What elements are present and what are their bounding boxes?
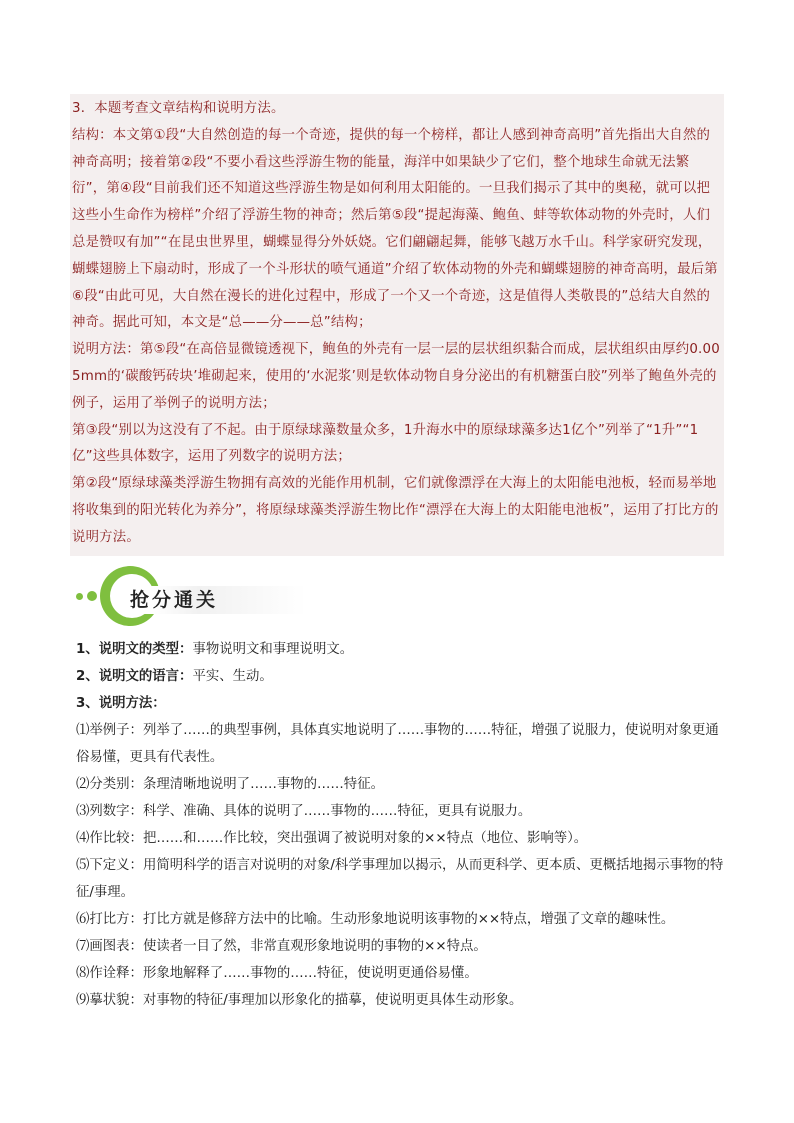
method-item: ⑼摹状貌：对事物的特征/事理加以形象化的描摹，使说明更具体生动形象。 [76,993,523,1008]
knowledge-item-methods: 3、说明方法： [76,696,166,711]
banner-dot-icon [87,591,97,601]
knowledge-item-type: 1、说明文的类型：事物说明文和事理说明文。 [76,642,354,657]
knowledge-section [76,636,726,1014]
knowledge-item-language: 2、说明文的语言：平实、生动。 [76,669,273,684]
method-item: ⑴举例子：列举了……的典型事例，具体真实地说明了……事物的……特征，增强了说服力，使说明对象更通俗易懂，更具有代表性。 [76,723,719,765]
method-paragraph-2: 第③段“别以为这没有了不起。由于原绿球藻数量众多，1升海水中的原绿球藻多达1亿个”列举了“1升”“1亿”这些具体数字，运用了列数字的说明方法； [72,422,699,465]
method-item: ⑺画图表：使读者一目了然，非常直观形象地说明的事物的××特点。 [76,939,487,954]
method-paragraph-1: 说明方法：第⑤段“在高倍显微镜透视下，鲍鱼的外壳有一层一层的层状组织黏合而成，层状组织由厚约0.005mm的‘碳酸钙砖块’堆砌起来，使用的‘水泥浆’则是软体动物自身分泌出的有机糖蛋白胶”列举了鲍鱼外壳的例子，运用了举例子的说明方法； [72,342,720,411]
method-item: ⑸下定义：用简明科学的语言对说明的对象/科学事理加以揭示，从而更科学、更本质、更概括地揭示事物的特征/事理。 [76,858,724,900]
structure-paragraph: 结构：本文第①段“大自然创造的每一个奇迹，提供的每一个榜样，都让人感到神奇高明”首先指出大自然的神奇高明；接着第②段“不要小看这些浮游生物的能量，海洋中如果缺少了它们，整个地球生命就无法繁衍”，第④段“目前我们还不知道这些浮游生物是如何利用太阳能的。一旦我们揭示了其中的奥秘，就可以把这些小生命作为榜样”介绍了浮游生物的神奇；然后第⑤段“提起海藻、鲍鱼、蚌等软体动物的外壳时，人们总是赞叹有加”“在昆虫世界里，蝴蝶显得分外妖娆。它们翩翩起舞，能够飞越万水千山。科学家研究发现，蝴蝶翅膀上下扇动时，形成了一个斗形状的喷气通道”介绍了软体动物的外壳和蝴蝶翅膀的神奇高明，最后第⑥段“由此可见，大自然在漫长的进化过程中，形成了一个又一个奇迹，这是值得人类敬畏的”总结大自然的神奇。据此可知，本文是“总——分——总”结构； [72,127,718,331]
answer-heading: 3．本题考查文章结构和说明方法。 [72,101,285,116]
method-item: ⑶列数字：科学、准确、具体的说明了……事物的……特征，更具有说服力。 [76,804,532,819]
banner-dot-icon [76,593,83,600]
answer-explanation-box [70,94,724,556]
method-item: ⑷作比较：把……和……作比较，突出强调了被说明对象的××特点（地位、影响等）。 [76,831,588,846]
method-paragraph-3: 第②段“原绿球藻类浮游生物拥有高效的光能作用机制，它们就像漂浮在大海上的太阳能电池板，轻而易举地将收集到的阳光转化为养分”，将原绿球藻类浮游生物比作“漂浮在大海上的太阳能电池板”，运用了打比方的说明方法。 [72,476,719,545]
method-item: ⑻作诠释：形象地解释了……事物的……特征，使说明更通俗易懂。 [76,966,478,981]
method-item: ⑵分类别：条理清晰地说明了……事物的……特征。 [76,777,384,792]
method-item: ⑹打比方：打比方就是修辞方法中的比喻。生动形象地说明该事物的××特点，增强了文章的趣味性。 [76,912,675,927]
banner-title: 抢分通关 [130,589,219,611]
section-banner [76,564,336,628]
